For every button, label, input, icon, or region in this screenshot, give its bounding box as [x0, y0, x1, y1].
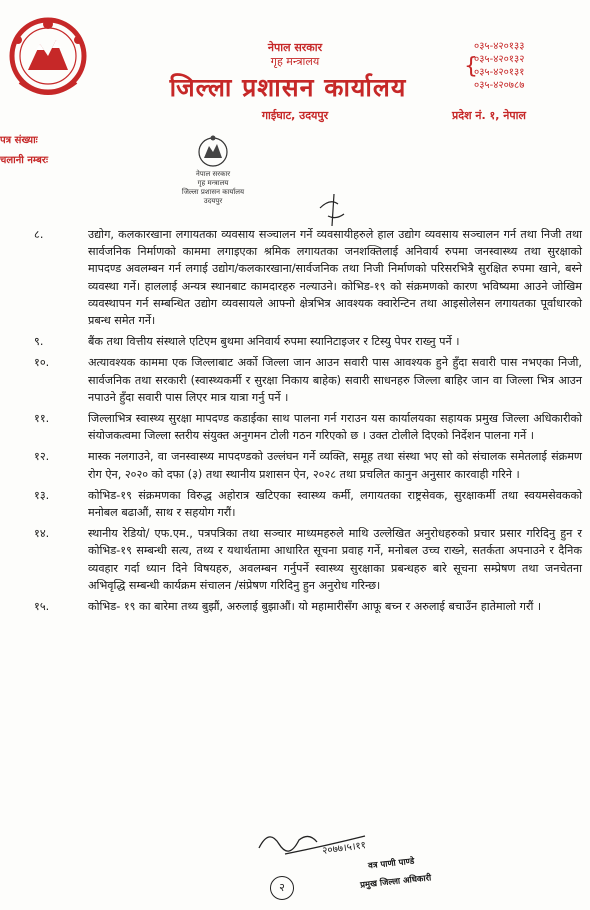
item-text: बैंक तथा वित्तीय संस्थाले एटिएम बुथमा अनिवार्य रुपमा स्यानिटाइजर र टिस्यु पेपर राख्नु पर्ने । — [88, 335, 460, 349]
signatory-title: प्रमुख जिल्ला अधिकारी — [359, 873, 432, 891]
item-text: अत्यावश्यक काममा एक जिल्लाबाट अर्को जिल्ला जान आउन सवारी पास आवश्यक हुने हुँदा सवारी पास नभएका निजी, सार्वजनिक तथा सरकारी (स्वास्थ्यकर्मी र सुरक्षा निकाय बाहेक) सवारी साधनहरु जिल्ला बाहिर जान वा जिल्ला भित्र आउन नपाउने हुँदा सवारी पास लिएर मात्र यात्रा गर्नु पर्ने । — [88, 356, 582, 404]
list-item — [22, 226, 582, 329]
stamp-line: जिल्ला प्रशासन कार्यालय — [181, 188, 245, 196]
list-item — [22, 487, 582, 521]
item-number: १२. — [34, 450, 50, 464]
list-item — [22, 598, 582, 615]
stamp-line: गृह मन्त्रालय — [197, 179, 229, 187]
government-name: नेपाल सरकार — [267, 41, 323, 54]
signatory-name: वत्र पाणी पाण्डे — [367, 856, 415, 872]
list-item — [22, 410, 582, 444]
item-text: स्थानीय रेडियो/ एफ.एम., पत्रपत्रिका तथा सञ्चार माध्यमहरुले माथि उल्लेखित अनुरोधहरुको प्रचार प्रसार गरिदिनु हुन र कोभिड-१९ सम्बन्धी सत्य, तथ्य र यथार्थतामा आधारित सूचना प्रवाह गर्ने, मनोबल उच्च राख्ने, सतर्कता अपनाउने र दैनिक व्यवहार गर्दा ध्यान दिने विषयहरु, अवलम्बन गर्नुपर्ने स्वास्थ्य सुरक्षाका प्रबन्धहरु बारे सूचना सम्प्रेषण तथा जनचेतना अभिवृद्धि सम्बन्धी कार्यक्रम संचालन /संप्रेषण गरिदिनु हुन अनुरोध गरिन्छ। — [88, 527, 582, 592]
item-text: कोभिड-१९ संक्रमणका विरुद्ध अहोरात्र खटिएका स्वास्थ्य कर्मी, लगायतका राष्ट्रसेवक, सुरक्षाकर्मी तथा स्वयमसेवकको मनोबल बढाऔं, साथ र सहयोग गरौं। — [88, 488, 582, 520]
letter-no-label: पत्र संख्याः — [0, 135, 38, 146]
item-number: १५. — [34, 600, 50, 614]
phone-number: ०३५-४२०७८७ — [474, 80, 525, 91]
item-number: ९. — [34, 335, 44, 349]
notice-items — [22, 226, 582, 619]
item-text: कोभिड- १९ का बारेमा तथ्य बुझौं, अरुलाई बुझाऔं। यो महामारीसँग आफू बच्न र अरुलाई बचाउँन हातेमालो गरौं । — [88, 600, 542, 614]
item-number: १४. — [34, 527, 50, 541]
ministry-name: गृह मन्त्रालय — [270, 55, 320, 68]
item-text: उद्योग, कलकारखाना लगायतका व्यवसाय सञ्चालन गर्ने व्यवसायीहरुले हाल उद्योग व्यवसाय सञ्चालन गर्न तथा निजी तथा सार्वजनिक निर्माणको काममा लगाइएका श्रमिक लगायतका जनशक्तिलाई अनिवार्य रुपमा जनस्वास्थ्य तथा सुरक्षाको मापदण्ड अवलम्बन गर्न लगाई उद्योग/कलकारखाना/सार्वजनिक तथा निजी निर्माणको परिसरभित्रै सुरक्षित रुपमा खाने, बस्ने व्यवस्था गर्ने। हाललाई अन्यत्र स्थानबाट कामदारहरु नल्याउने। कोभिड-१९ को संक्रमणको कारण भविष्यमा आउने जोखिम व्यवस्थापन गर्न सम्बन्धित उद्योग व्यवसायले आफ्नो क्षेत्रभित्र आवश्यक क्वारेन्टिन तथा आइसोलेसन लगायतका पूर्वाधारको प्रबन्ध समेत गर्ने। — [88, 228, 582, 328]
stamp-text — [168, 170, 258, 206]
province-label: प्रदेश नं. १, नेपाल — [452, 109, 526, 122]
dispatch-no-label: चलानी नम्बरः — [0, 155, 48, 166]
item-text: जिल्लाभित्र स्वास्थ्य सुरक्षा मापदण्ड कडाईका साथ पालना गर्न गराउन यस कार्यालयका सहायक प्रमुख जिल्ला अधिकारीको संयोजकत्वमा जिल्ला स्तरीय संयुक्त अनुगमन टोली गठन गरिएको छ । उक्त टोलीले दिएको निर्देशन पालना गर्ने । — [88, 412, 582, 443]
list-item — [22, 333, 582, 350]
item-number: ८. — [34, 228, 44, 241]
phone-number: ०३५-४२०१३२ — [474, 54, 525, 65]
item-text: मास्क नलगाउने, वा जनस्वास्थ्य मापदण्डको उल्लंघन गर्ने व्यक्ति, समूह तथा संस्था भए सो को संचालक समेतलाई संक्रमण रोग ऐन, २०२० को दफा (३) तथा स्थानीय प्रशासन ऐन, २०२८ तथा प्रचलित कानुन अनुसार कारवाही गरिने । — [88, 450, 582, 481]
initial-mark-icon — [314, 190, 354, 230]
phone-number: ०३५-४२०१३३ — [474, 41, 525, 52]
item-number: १३. — [34, 488, 50, 502]
phone-number: ०३५-४२०१३१ — [474, 67, 525, 78]
page-number: २ — [270, 876, 294, 900]
stamp-line: उदयपुर — [203, 197, 223, 205]
brace-icon: { — [464, 54, 478, 79]
signature-date: २०७७।५।११ — [321, 839, 367, 857]
list-item — [22, 354, 582, 406]
stamp-line: नेपाल सरकार — [195, 170, 231, 178]
list-item — [22, 525, 582, 594]
office-location: गाईघाट, उदयपुर — [261, 109, 329, 122]
item-number: ११. — [34, 412, 50, 426]
phone-list — [474, 40, 524, 92]
item-number: १०. — [34, 356, 50, 370]
list-item — [22, 448, 582, 482]
office-title: जिल्ला प्रशासन कार्यालय — [169, 73, 407, 102]
